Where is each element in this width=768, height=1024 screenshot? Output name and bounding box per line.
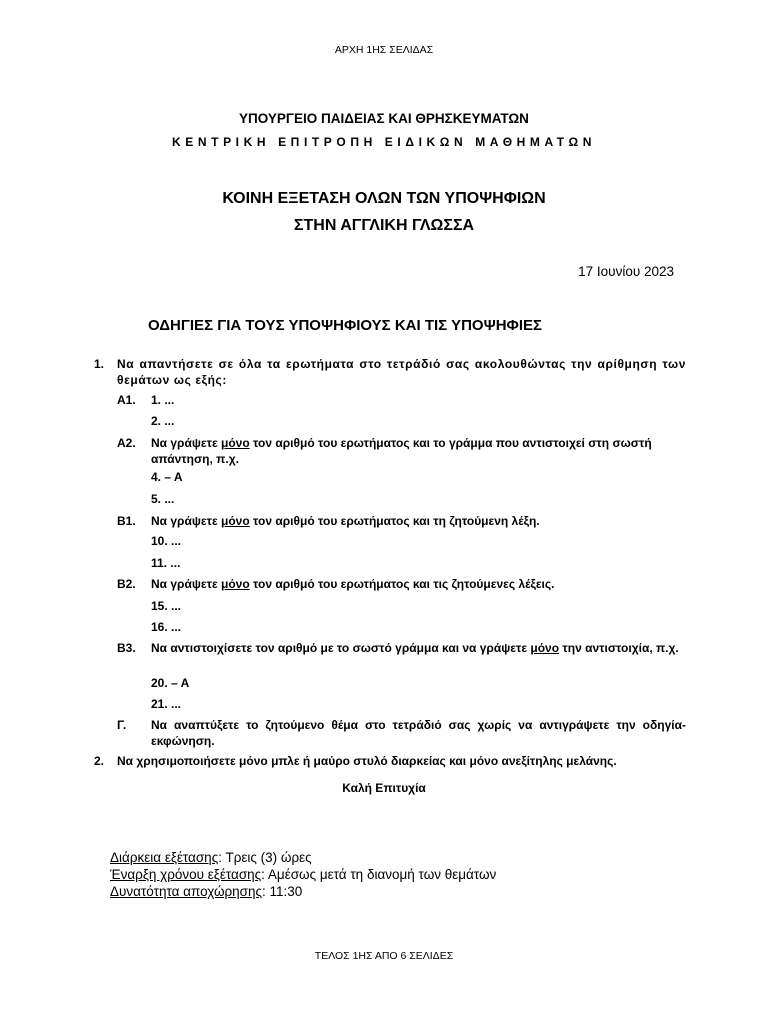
info-value: : 11:30 [262, 884, 303, 899]
exam-date: 17 Ιουνίου 2023 [578, 264, 674, 279]
example-line: 10. ... [151, 534, 182, 548]
section-label: A1. [117, 393, 136, 407]
section-label: B1. [117, 514, 136, 528]
emphasis-word: μόνο [220, 436, 250, 450]
exam-leave [110, 883, 302, 900]
section-label: Γ. [117, 718, 127, 732]
item-number: 1. [94, 357, 105, 371]
text-part: Να αντιστοιχίσετε τον αριθμό με το σωστό γράμμα και να γράψετε [151, 641, 531, 655]
text-part: Να γράψετε [151, 577, 221, 591]
example-line: 21. ... [151, 697, 182, 711]
info-label: Διάρκεια εξέτασης [110, 850, 219, 865]
text-part: Να γράψετε [151, 436, 221, 450]
ministry-name: ΥΠΟΥΡΓΕΙΟ ΠΑΙΔΕΙΑΣ ΚΑΙ ΘΡΗΣΚΕΥΜΑΤΩΝ [239, 111, 529, 126]
emphasis-word: μόνο [530, 641, 560, 655]
text-part: την αντιστοιχία, π.χ. [559, 641, 679, 655]
page-header: ΑΡΧΗ 1ΗΣ ΣΕΛΙΔΑΣ [334, 44, 434, 56]
section-text [151, 513, 686, 529]
item-text: Να απαντήσετε σε όλα τα ερωτήματα στο τετράδιό σας ακολουθώντας την αρίθμηση των θεμάτων ως εξής: [117, 357, 686, 387]
example-line: 11. ... [151, 556, 181, 570]
example-line: 16. ... [151, 620, 182, 634]
section-text [151, 640, 686, 656]
text-part: τον αριθμό του ερωτήματος και τη ζητούμενη λέξη. [249, 514, 540, 528]
info-label: Δυνατότητα αποχώρησης [110, 884, 263, 899]
exam-start [110, 866, 496, 883]
info-value: : Αμέσως μετά τη διανομή των θεμάτων [261, 867, 497, 882]
exam-title-line1: ΚΟΙΝΗ ΕΞΕΤΑΣΗ ΟΛΩΝ ΤΩΝ ΥΠΟΨΗΦΙΩΝ [222, 190, 546, 207]
example-line: 2. ... [151, 414, 175, 428]
item-number: 2. [94, 754, 105, 768]
item-text: Να χρησιμοποιήσετε μόνο μπλε ή μαύρο στυλό διαρκείας και μόνο ανεξίτηλης μελάνης. [117, 754, 617, 768]
example-line: 20. – A [151, 676, 190, 690]
text-part: Να γράψετε [151, 514, 221, 528]
exam-duration [110, 849, 312, 866]
emphasis-word: μόνο [220, 514, 250, 528]
emphasis-word: μόνο [220, 577, 250, 591]
text-part: τον αριθμό του ερωτήματος και το γράμμα που αντιστοιχεί στη σωστή απάντηση, π.χ. [151, 436, 652, 466]
section-text: Να αναπτύξετε το ζητούμενο θέμα στο τετράδιό σας χωρίς να αντιγράψετε την οδηγία-εκφώνηση. [151, 718, 686, 748]
exam-title-line2: ΣΤΗΝ ΑΓΓΛΙΚΗ ΓΛΩΣΣΑ [293, 217, 475, 234]
section-label: A2. [117, 436, 136, 450]
instructions-title: ΟΔΗΓΙΕΣ ΓΙΑ ΤΟΥΣ ΥΠΟΨΗΦΙΟΥΣ ΚΑΙ ΤΙΣ ΥΠΟΨΗΦΙΕΣ [148, 317, 543, 334]
info-value: : Τρεις (3) ώρες [218, 850, 312, 865]
example-line: 15. ... [151, 599, 182, 613]
text-part: τον αριθμό του ερωτήματος και τις ζητούμενες λέξεις. [249, 577, 555, 591]
section-label: B3. [117, 641, 136, 655]
info-label: Έναρξη χρόνου εξέτασης [110, 867, 262, 882]
example-line: 5. ... [151, 492, 175, 506]
section-text [151, 576, 686, 592]
example-line: 1. ... [151, 393, 175, 407]
section-label: B2. [117, 577, 136, 591]
section-text [151, 435, 686, 467]
good-luck-text: Καλή Επιτυχία [342, 781, 426, 795]
example-line: 4. – A [151, 470, 183, 484]
page-footer: ΤΕΛΟΣ 1ΗΣ ΑΠΟ 6 ΣΕΛΙΔΕΣ [314, 950, 454, 962]
committee-name: ΚΕΝΤΡΙΚΗ ΕΠΙΤΡΟΠΗ ΕΙΔΙΚΩΝ ΜΑΘΗΜΑΤΩΝ [172, 135, 596, 149]
